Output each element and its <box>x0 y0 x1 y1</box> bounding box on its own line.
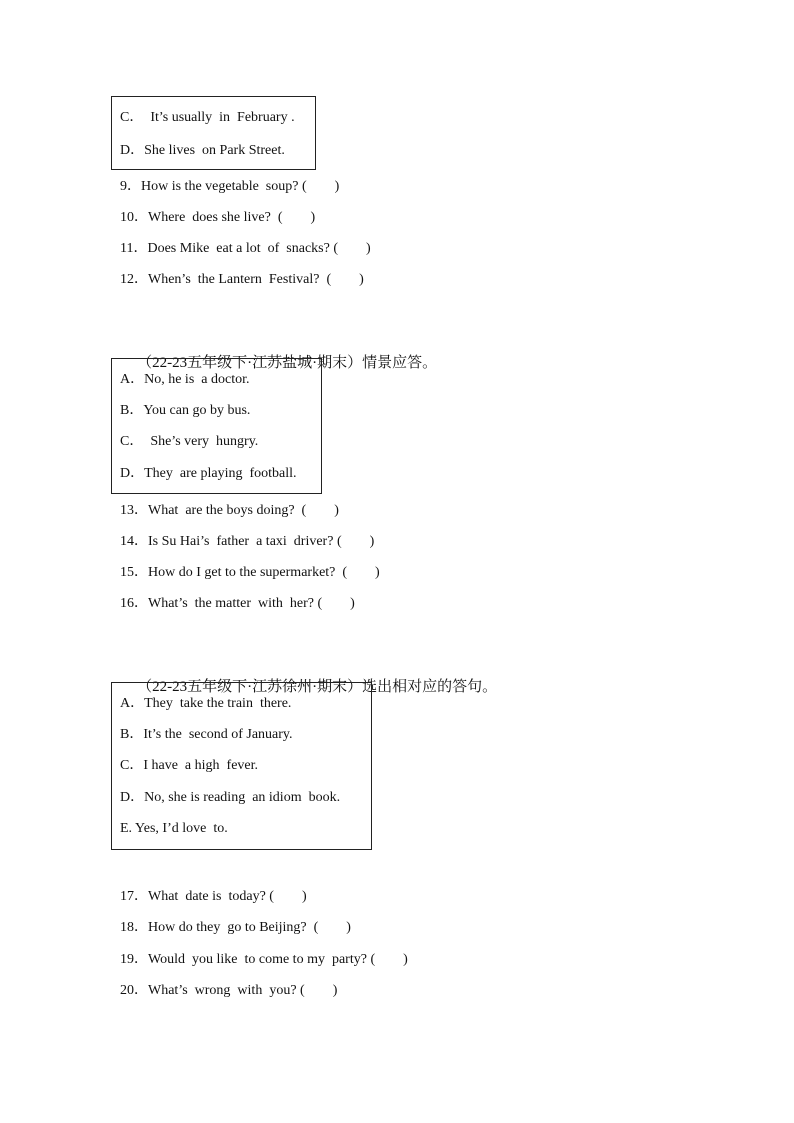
option-a: A．They take the train there. <box>120 696 292 711</box>
option-d: D．No, she is reading an idiom book. <box>120 790 341 805</box>
section-source-2: （22-23五年级下·江苏盐城·期末） <box>137 355 363 371</box>
question-15: 15．How do I get to the supermarket? ( ) <box>120 565 380 580</box>
question-16: 16．What’s the matter with her? ( ) <box>120 596 355 611</box>
question-12: 12．When’s the Lantern Festival? ( ) <box>120 272 364 287</box>
question-10: 10．Where does she live? ( ) <box>120 210 316 225</box>
question-9: 9．How is the vegetable soup? ( ) <box>120 179 340 194</box>
option-a: A．No, he is a doctor. <box>120 372 250 387</box>
section-source-3: （22-23五年级下·江苏徐州·期末） <box>137 679 363 695</box>
question-11: 11．Does Mike eat a lot of snacks? ( ) <box>120 241 371 256</box>
option-c: C． It’s usually in February . <box>120 110 295 125</box>
option-e: E. Yes, I’d love to. <box>120 821 228 836</box>
section-instruction-2: 情景应答。 <box>362 353 438 371</box>
option-c: C．I have a high fever. <box>120 758 259 773</box>
option-b: B．It’s the second of January. <box>120 727 293 742</box>
option-d: D．They are playing football. <box>120 466 297 481</box>
question-14: 14．Is Su Hai’s father a taxi driver? ( ) <box>120 534 375 549</box>
option-d: D．She lives on Park Street. <box>120 143 285 158</box>
question-19: 19．Would you like to come to my party? ( ) <box>120 952 408 967</box>
question-20: 20．What’s wrong with you? ( ) <box>120 983 338 998</box>
question-18: 18．How do they go to Beijing? ( ) <box>120 920 351 935</box>
option-b: B．You can go by bus. <box>120 403 251 418</box>
options-box-3 <box>111 682 372 850</box>
options-box-2 <box>111 358 322 494</box>
option-c: C． She’s very hungry. <box>120 434 259 449</box>
section-instruction-3: 选出相对应的答句。 <box>362 677 498 695</box>
options-box-1 <box>111 96 316 170</box>
question-13: 13．What are the boys doing? ( ) <box>120 503 339 518</box>
question-17: 17．What date is today? ( ) <box>120 889 307 904</box>
